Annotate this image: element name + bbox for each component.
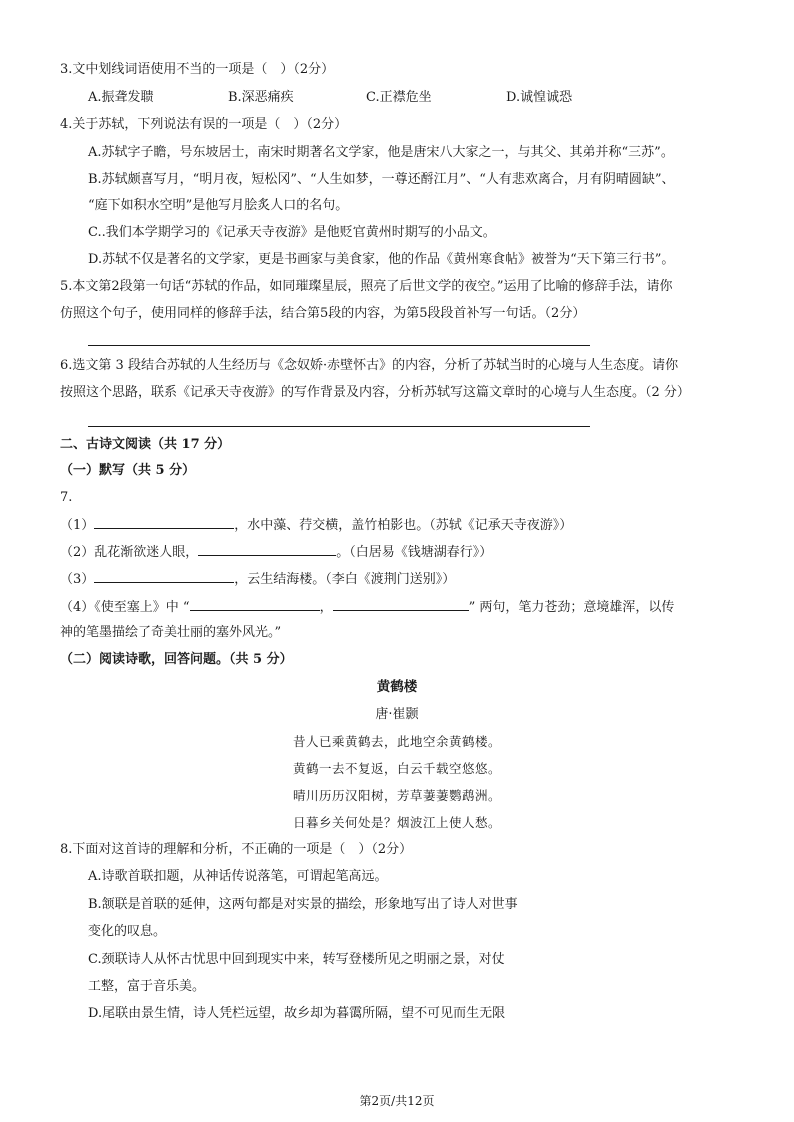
q7-1-suffix: ，水中藻、荇交横，盖竹柏影也。（苏轼《记承天寺夜游》） [234,518,573,533]
poem-line-1: 昔人已乘黄鹤去，此地空余黄鹤楼。 [292,734,501,749]
section2-title: 二、古诗文阅读（共 17 分） [60,437,231,452]
poem-line-3: 晴川历历汉阳树，芳草萋萋鹦鹉洲。 [292,788,501,803]
q7-item4 [60,596,674,618]
q7-4-separator: ， [319,600,333,615]
q7-1-blank[interactable] [94,514,234,529]
q4-option-a: A.苏轼字子瞻，号东坡居士，南宋时期著名文学家，他是唐宋八大家之一，与其父、其弟并称“三苏”。 [88,145,674,160]
poem-author: 唐·崔颢 [375,707,419,722]
q6-line1: 6.选文第 3 段结合苏轼的人生经历与《念奴娇·赤壁怀古》的内容，分析了苏轼当时的心境与人生态度。请你 [60,358,679,373]
q7-3-prefix: （3） [60,572,95,587]
q7-item1 [60,514,572,536]
q5-answer-line[interactable] [88,345,590,346]
q7-number: 7. [60,490,73,505]
q5-line1: 5.本文第2段第一句话“苏轼的作品，如同璀璨星辰，照亮了后世文学的夜空。”运用了比喻的修辞手法，请你 [60,279,673,294]
q4-stem: 4.关于苏轼，下列说法有误的一项是（ ）（2分） [60,117,348,132]
q4-option-b-line2: “庭下如积水空明”是他写月脍炙人口的名句。 [88,198,349,213]
q8-option-b-line1: B.颔联是首联的延伸，这两句都是对实景的描绘，形象地写出了诗人对世事 [88,897,518,912]
q5-line2: 仿照这个句子，使用同样的修辞手法，结合第5段的内容，为第5段段首补写一句话。（2分） [60,306,586,321]
q4-option-d: D.苏轼不仅是著名的文学家，更是书画家与美食家，他的作品《黄州寒食帖》被誉为“天下第三行书”。 [88,252,675,267]
q7-4-suffix: ” 两句，笔力苍劲；意境雄浑，以传 [468,600,675,615]
section2-part2-title: （二）阅读诗歌，回答问题。（共 5 分） [60,652,293,667]
q7-3-blank[interactable] [94,568,234,583]
q4-option-b-line1: B.苏轼颇喜写月，“明月夜，短松冈”、“人生如梦，一尊还酹江月”、“人有悲欢离合，月有阴晴圆缺”、 [88,172,675,187]
q3-stem: 3.文中划线词语使用不当的一项是（ ）（2分） [60,62,335,77]
q7-2-prefix: （2）乱花渐欲迷人眼， [60,545,199,560]
q7-item2 [60,541,492,563]
q4-option-c: C..我们本学期学习的《记承天寺夜游》是他贬官黄州时期写的小品文。 [88,225,496,240]
q7-item3 [60,568,455,590]
q3-option-a: A.振聋发聩 [88,90,154,105]
q7-3-suffix: ，云生结海楼。（李白《渡荆门送别》） [234,572,456,587]
page-number: 第2页/共12页 [359,1094,435,1108]
q3-option-b: B.深恶痛疾 [228,90,294,105]
q8-option-c-line2: 工整，富于音乐美。 [88,979,206,994]
q8-option-b-line2: 变化的叹息。 [88,924,167,939]
poem-line-2: 黄鹤一去不复返，白云千载空悠悠。 [292,761,501,776]
q8-option-d: D.尾联由景生情，诗人凭栏远望，故乡却为暮霭所隔，望不可见而生无限 [88,1006,506,1021]
poem-title: 黄鹤楼 [376,679,418,695]
q6-line2: 按照这个思路，联系《记承天寺夜游》的写作背景及内容，分析苏轼写这篇文章时的心境与人生态度。（2 分） [60,385,690,400]
q7-4-blank1[interactable] [190,596,320,611]
q8-stem: 8.下面对这首诗的理解和分析，不正确的一项是（ ）（2分） [60,842,413,857]
q8-option-a: A.诗歌首联扣题，从神话传说落笔，可谓起笔高远。 [88,869,388,884]
q8-option-c-line1: C.颈联诗人从怀古忧思中回到现实中来，转写登楼所见之明丽之景，对仗 [88,952,505,967]
q7-2-suffix: 。（白居易《钱塘湖春行》） [336,545,493,560]
q7-4-line2: 神的笔墨描绘了奇美壮丽的塞外风光。” [60,625,282,640]
poem-line-4: 日暮乡关何处是？烟波江上使人愁。 [292,815,501,830]
q7-4-blank2[interactable] [333,596,469,611]
q7-1-prefix: （1） [60,518,95,533]
q3-option-c: C.正襟危坐 [366,90,432,105]
q7-4-prefix: （4）《使至塞上》中 “ [60,600,190,615]
q6-answer-line[interactable] [88,426,590,427]
q3-option-d: D.诚惶诚恐 [506,90,573,105]
q7-2-blank[interactable] [198,541,336,556]
section2-part1-title: （一）默写（共 5 分） [60,463,196,478]
